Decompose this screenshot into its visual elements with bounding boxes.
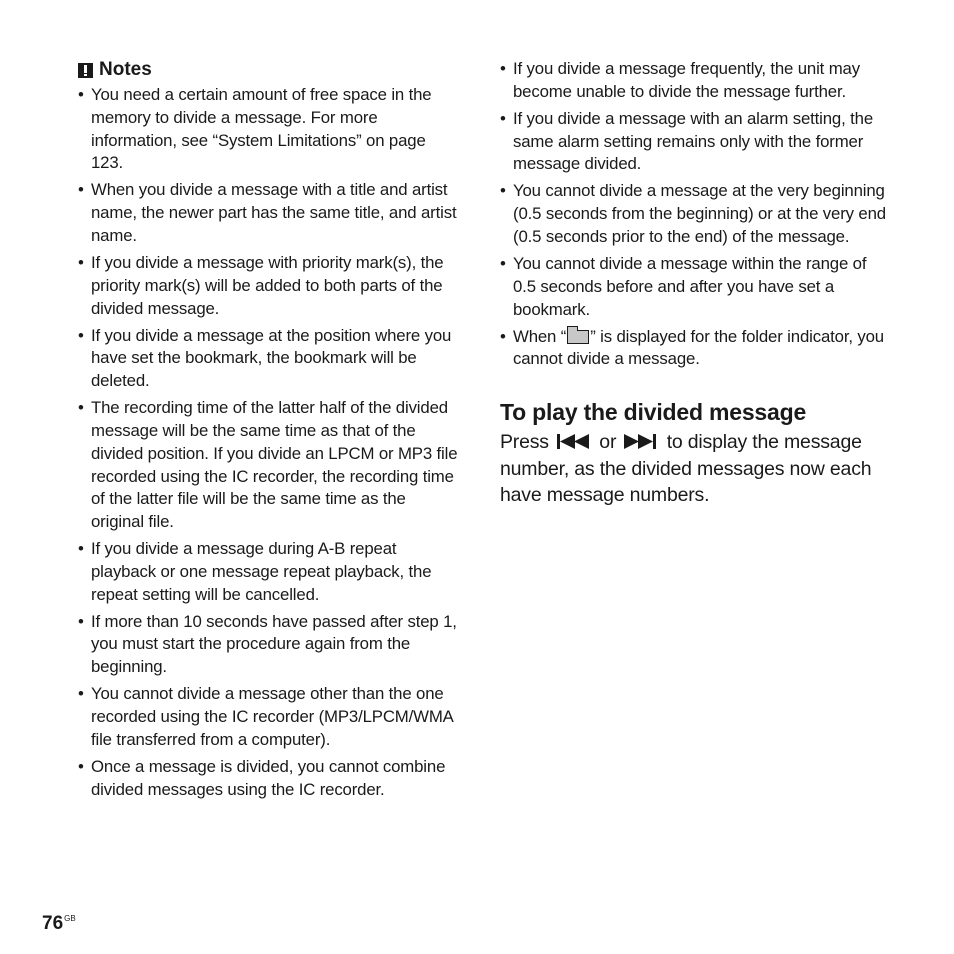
previous-track-icon: [556, 433, 592, 450]
list-item: • When you divide a message with a title and artist name, the newer part has the same title, and artist name.: [78, 180, 457, 245]
list-item: • If you divide a message at the position where you have set the bookmark, the bookmark will be deleted.: [78, 325, 452, 391]
notes-list-left: [78, 84, 458, 801]
right-column: [500, 58, 890, 509]
list-item-folder: • When “ ” is displayed for the folder indicator, you cannot divide a message.: [500, 326, 884, 369]
list-item: • If you divide a message with an alarm setting, the same alarm setting remains only with the former message divided.: [500, 108, 874, 174]
list-item: • If you divide a message with priority mark(s), the priority mark(s) will be added to both parts of the divided message.: [78, 252, 444, 318]
left-column: [78, 58, 458, 806]
next-track-icon: [623, 433, 659, 450]
list-item: • You cannot divide a message other than the one recorded using the IC recorder (MP3/LPCM/WMA file transferred from a computer).: [78, 684, 453, 749]
caution-icon: [78, 63, 93, 78]
list-item: • The recording time of the latter half of the divided message will be the same time as that of the divided position. If you divide an LPCM or MP3 file recorded using the IC recorder, the recording time of the latter file will be the same time as the original file.: [78, 398, 458, 532]
list-item: • If more than 10 seconds have passed after step 1, you must start the procedure again from the beginning.: [78, 611, 457, 677]
list-item: • If you divide a message frequently, the unit may become unable to divide the message further.: [500, 59, 860, 101]
list-item: • If you divide a message during A-B repeat playback or one message repeat playback, the repeat setting will be cancelled.: [78, 539, 432, 604]
notes-heading-text: Notes: [99, 59, 152, 80]
page-number: $76^{GB}$: [42, 913, 76, 934]
list-item: • You need a certain amount of free space in the memory to divide a message. For more information, see “System Limitations” on page 123.: [78, 85, 432, 173]
section-body: Press or to display the message number, as the divided messages now each have message numbers.: [500, 431, 872, 507]
page-suffix: GB: [64, 914, 76, 923]
notes-heading: [78, 58, 458, 82]
list-item: • You cannot divide a message within the range of 0.5 seconds before and after you have set a bookmark.: [500, 253, 867, 319]
list-item: • Once a message is divided, you cannot combine divided messages using the IC recorder.: [78, 756, 446, 799]
list-item: • You cannot divide a message at the very beginning (0.5 seconds from the beginning) or at the very end (0.5 seconds prior to the end) of the message.: [500, 181, 886, 246]
section-title: To play the divided message: [500, 399, 807, 426]
notes-list-right: [500, 58, 890, 371]
folder-icon: [567, 330, 589, 344]
